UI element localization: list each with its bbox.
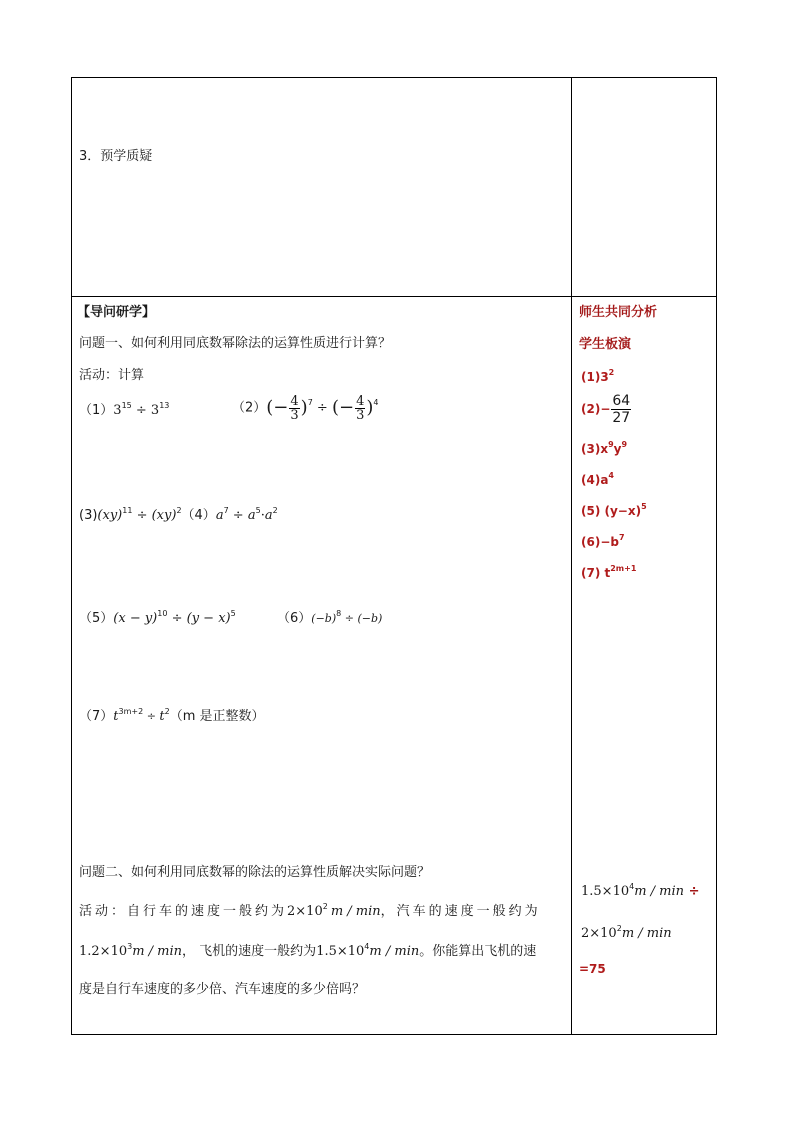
activity-two-line-1: 活动：自行车的速度一般约为$2\times 10^2m / \min$，汽车的速度一般约为 — [79, 901, 541, 919]
problem-2: （2）(− $\frac{4}{3}$ )$^7$ ÷ (− $\frac{4}{3}$ )$^4$ — [232, 393, 379, 423]
guided-heading: 【导问研学】 — [77, 305, 156, 320]
fraction: $\frac{4}{3}$ — [290, 393, 299, 423]
pre-question-label: 3．预学质疑 — [79, 149, 153, 164]
question-one: 问题一、如何利用同底数幂除法的运算性质进行计算？ — [79, 336, 392, 351]
activity-two-line-3: 度是自行车速度的多少倍、汽车速度的多少倍吗？ — [79, 982, 366, 997]
pre-study-side-cell — [572, 78, 717, 297]
answer-1: $(1)3^2$ — [581, 368, 615, 384]
answer-5: (5) $(y-x)^5$ — [581, 502, 647, 518]
answer-2-fraction: $\frac{64}{27}$ — [612, 393, 631, 426]
problem-7: $(7)t^{3m+2} \div t^2(m$ 是正整数） — [79, 706, 265, 724]
teacher-notes-cell — [572, 297, 717, 1035]
side-title-analysis: 师生共同分析 — [579, 305, 658, 320]
answer-2: (2)− $\frac{64}{27}$ — [581, 393, 631, 426]
activity-two-line-2: $1.2\times 10^3m / \min$， 飞机的速度一般约为$1.5\times 10^4m / \min$。你能算出飞机的速 — [79, 941, 537, 959]
fraction: $\frac{4}{3}$ — [356, 393, 365, 423]
answer-7: (7) $t^{2m+1}$ — [581, 564, 637, 580]
calc-result: =75 — [579, 962, 606, 976]
question-two: 问题二、如何利用同底数幂的除法的运算性质解决实际问题？ — [79, 865, 431, 880]
activity-one: 活动：计算 — [79, 368, 145, 383]
problem-6: $(6)(-b)^8 \div (-b)$ — [277, 608, 383, 626]
calc-line-2: $2\times 10^2m / \min$ — [581, 923, 672, 941]
guided-study-cell — [72, 297, 572, 1035]
problem-3-4: $(3)(xy)^{11} \div (xy)^2(4)a^7 \div a^5\cdot a^2$ — [79, 505, 278, 523]
answer-4: $(4)a^4$ — [581, 471, 614, 487]
problem-1: $(1)3^{15} \div 3^{13}$ — [79, 400, 170, 418]
lesson-table — [71, 77, 717, 1035]
guided-study-row — [72, 297, 717, 1035]
problem-5: $(5)(x - y)^{10} \div (y - x)^5$ — [79, 608, 236, 626]
side-title-board: 学生板演 — [579, 337, 632, 352]
calc-line-1: $1.5\times 10^4m / \min$ ÷ — [581, 881, 700, 899]
answer-3: $(3)x^9y^9$ — [581, 440, 628, 456]
answer-6: $(6)-b^7$ — [581, 533, 625, 549]
pre-study-cell — [72, 78, 572, 297]
pre-study-row — [72, 78, 717, 297]
